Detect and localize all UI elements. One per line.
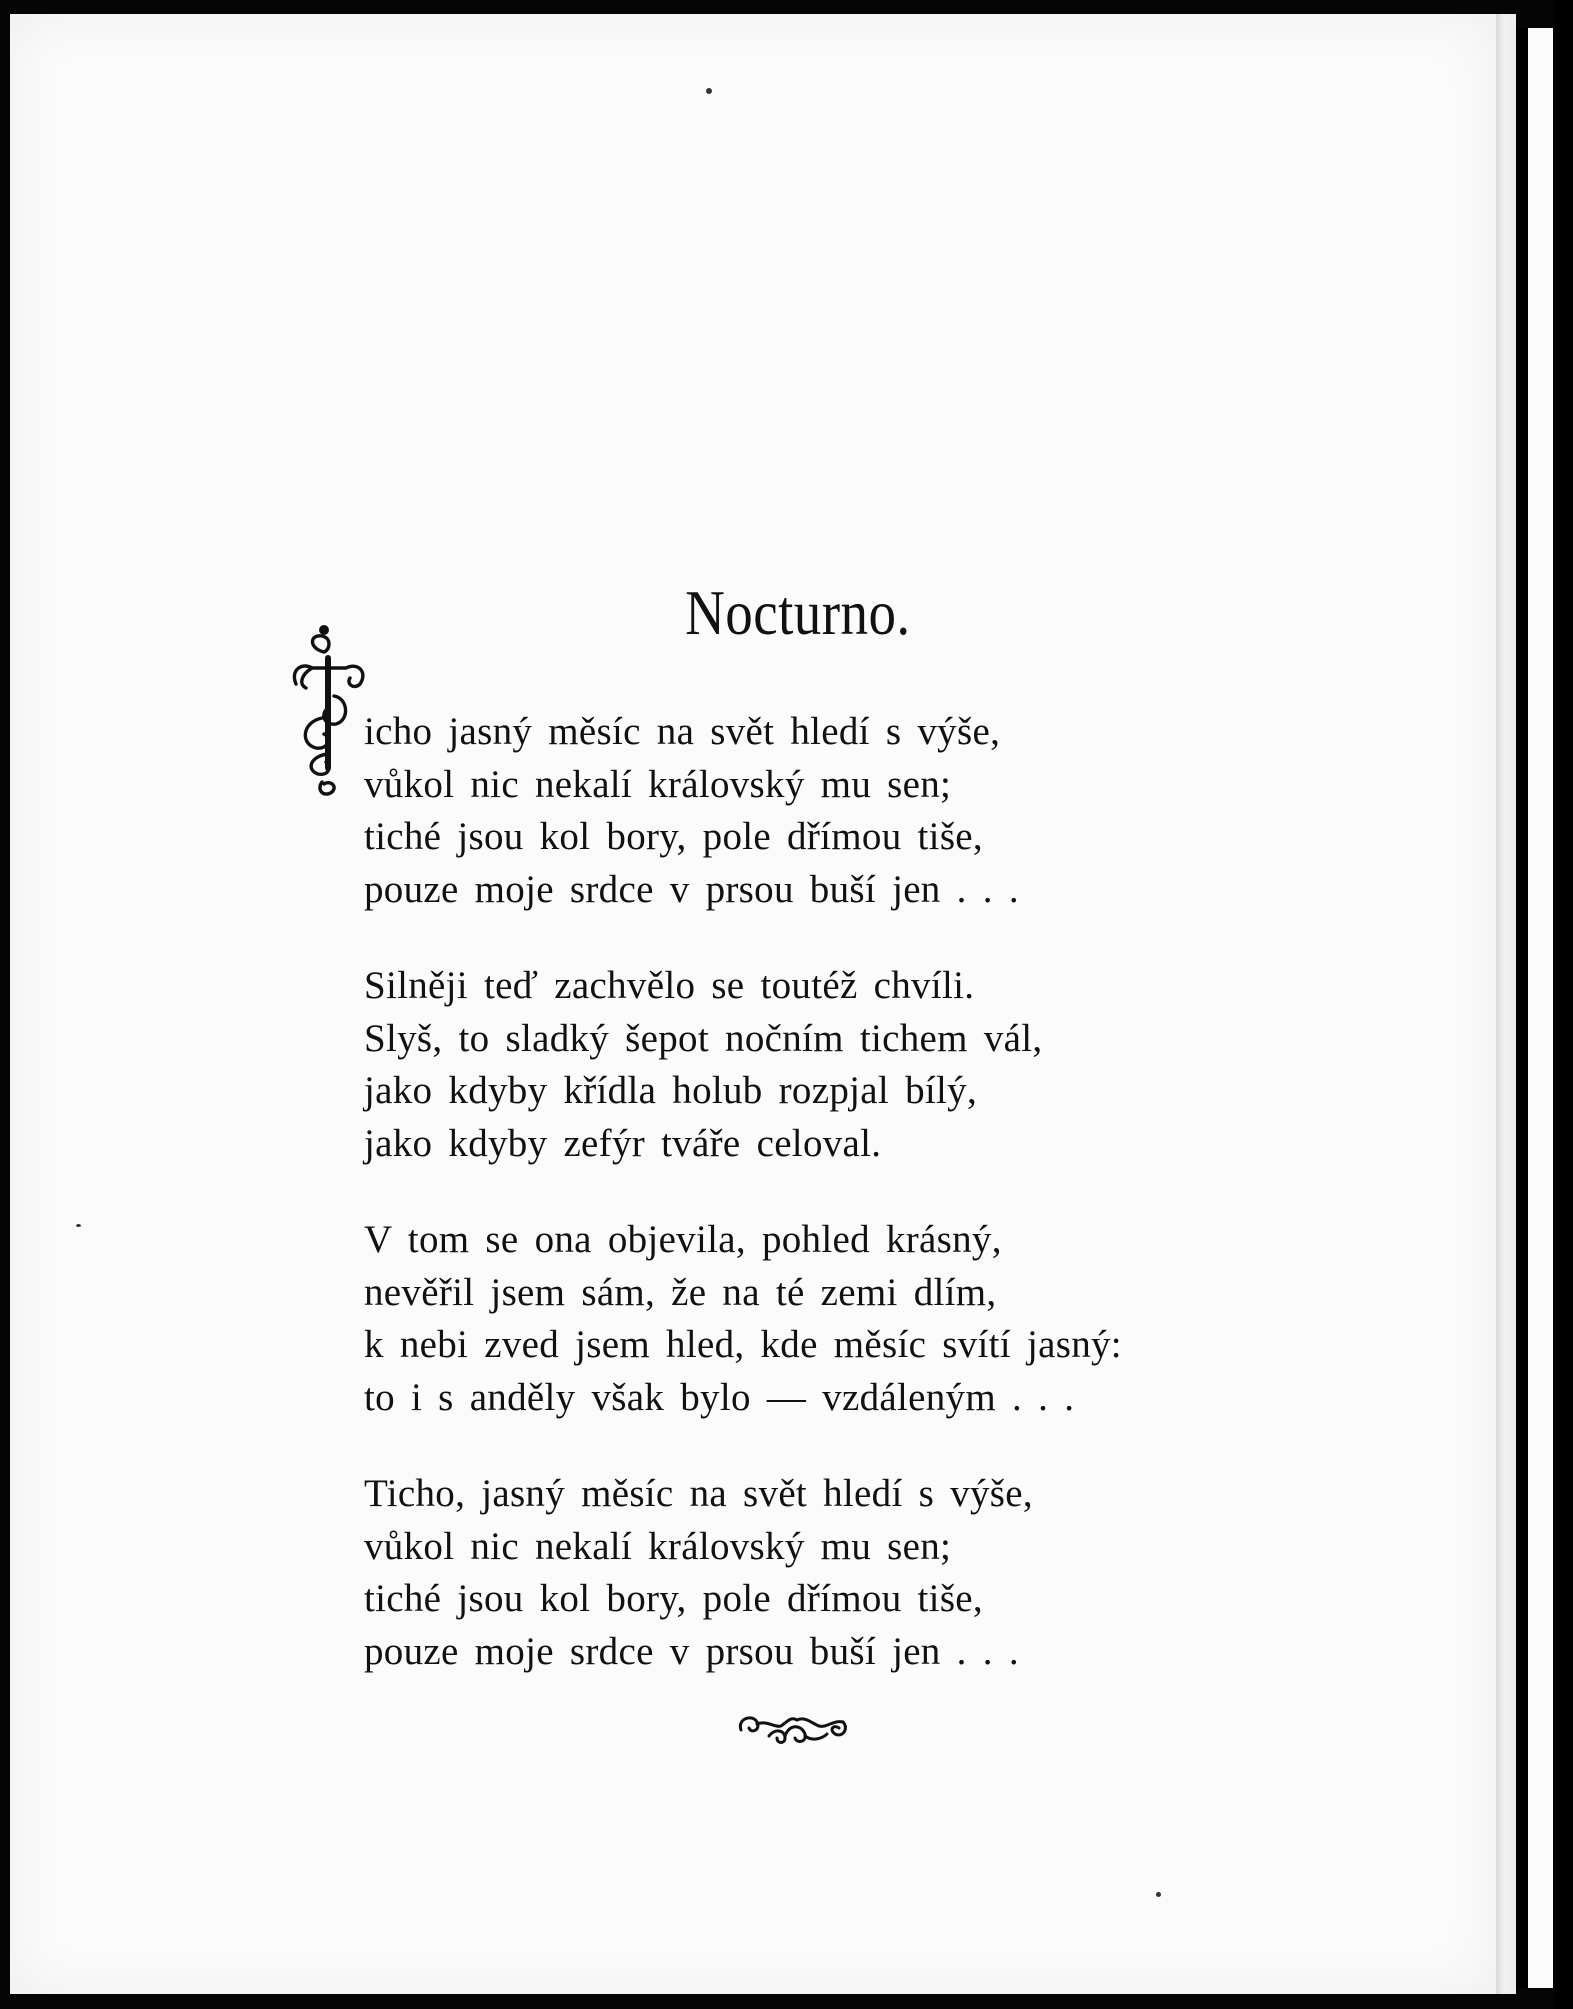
- poem-title: Nocturno.: [685, 577, 911, 648]
- verse-line: Slyš, to sladký šepot nočním tichem vál,: [364, 1016, 1043, 1060]
- stanza-3: [364, 1214, 1344, 1424]
- verse-line: Silněji teď zachvělo se toutéž chvíli.: [364, 964, 975, 1007]
- verse-line: icho jasný měsíc na svět hledí s výše,: [364, 710, 1001, 753]
- verse-line: tiché jsou kol bory, pole dřímou tiše,: [364, 815, 983, 858]
- page-gutter-shadow: [1496, 14, 1516, 1994]
- verse-line: V tom se ona objevila, pohled krásný,: [364, 1218, 1002, 1261]
- floral-ornament-icon: [735, 1708, 849, 1746]
- verse-line: k nebi zved jsem hled, kde měsíc svítí jasný:: [364, 1323, 1122, 1366]
- verse-line: pouze moje srdce v prsou buší jen . . .: [364, 867, 1019, 911]
- verse-line: jako kdyby křídla holub rozpjal bílý,: [364, 1069, 977, 1112]
- paper-speck: [706, 88, 712, 94]
- verse-line: to i s anděly však bylo — vzdáleným . . .: [364, 1375, 1075, 1419]
- verse-line: jako kdyby zefýr tváře celoval.: [364, 1121, 882, 1165]
- verse-line: nevěřil jsem sám, že na té zemi dlím,: [364, 1270, 997, 1314]
- poem-body: [364, 706, 1344, 1722]
- stanza-1: [364, 706, 1344, 916]
- stanza-4: [364, 1468, 1344, 1678]
- verse-line: vůkol nic nekalí královský mu sen;: [364, 762, 952, 806]
- book-spine-edge: [1516, 28, 1528, 1988]
- paper-speck: [76, 1224, 81, 1227]
- verse-line: vůkol nic nekalí královský mu sen;: [364, 1524, 952, 1568]
- scan-border: [1553, 0, 1573, 2009]
- verse-line: pouze moje srdce v prsou buší jen . . .: [364, 1629, 1019, 1673]
- stanza-2: [364, 960, 1344, 1170]
- next-page-edge: [1528, 28, 1553, 1988]
- verse-line: tiché jsou kol bory, pole dřímou tiše,: [364, 1577, 983, 1620]
- verse-line: Ticho, jasný měsíc na svět hledí s výše,: [364, 1472, 1033, 1515]
- paper-speck: [1156, 1892, 1161, 1897]
- ornate-initial-t-icon: [288, 622, 368, 802]
